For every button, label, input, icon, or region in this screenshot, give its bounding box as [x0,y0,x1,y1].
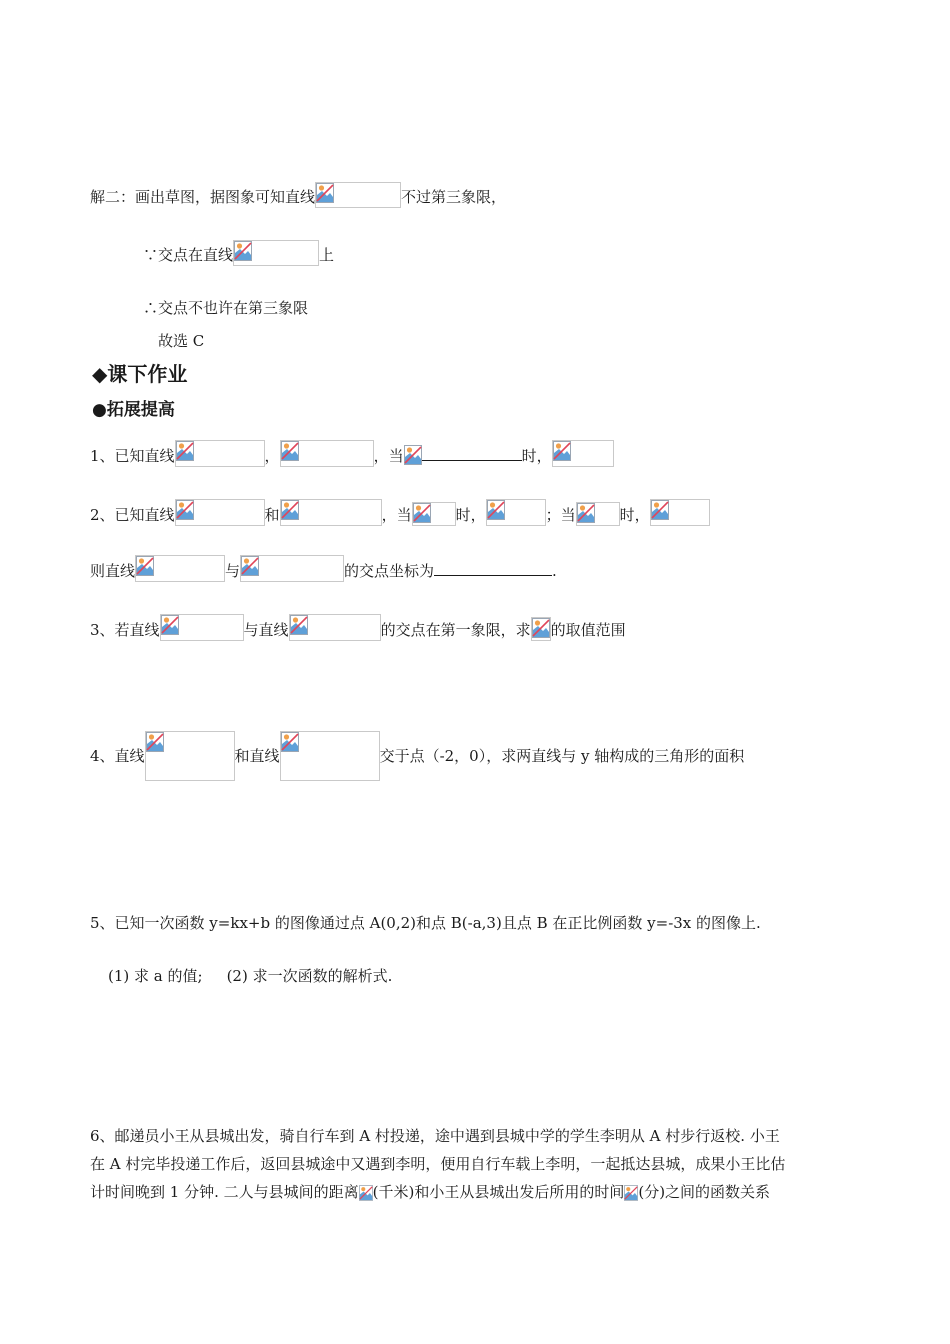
broken-image-icon [234,241,252,261]
broken-image-icon [176,500,194,520]
question-text: ；当 [545,506,576,524]
extend-heading: ●拓展提高 [92,400,175,420]
broken-image-icon [136,556,154,576]
broken-image-icon [404,445,422,465]
broken-image-icon [651,500,669,520]
broken-image-icon [281,500,299,520]
broken-image-icon [176,441,194,461]
formula-image [145,731,235,781]
question-text: 则直线 [90,562,136,580]
formula-image [280,499,382,526]
broken-image-icon [281,732,299,752]
formula-image [135,555,225,582]
solution-line-2 [143,240,334,266]
formula-image [552,440,614,467]
question-text: 时， [521,447,552,465]
question-text: 4、直线 [90,747,145,765]
answer-blank [422,446,522,461]
question-text: 与直线 [243,621,289,639]
subquestion-1: (1) 求 a 的值; [108,967,203,985]
broken-image-icon [241,556,259,576]
question-text: 的取值范围 [550,621,626,639]
question-text: 1、已知直线 [90,447,175,465]
question-4 [90,731,744,781]
broken-image-icon [624,1183,638,1203]
question-5-subparts [108,965,392,987]
formula-image [531,617,551,641]
question-text: ， [264,447,280,465]
question-5: 5、已知一次函数 y=kx+b 的图像通过点 A(0,2)和点 B(-a,3)且点 B 在正比例函数 y=-3x 的图像上. [90,914,761,932]
broken-image-icon [281,441,299,461]
question-text: 的交点在第一象限，求 [380,621,531,639]
solution-line-4: 故选 C [158,332,205,350]
formula-image [576,502,620,526]
question-text: 与 [225,562,241,580]
question-text: . [552,562,557,580]
formula-image [404,445,422,467]
question-2-line-2 [90,555,557,582]
question-text: 和 [264,506,280,524]
question-2 [90,499,710,526]
broken-image-icon [161,615,179,635]
question-text: 交于点（-2，0），求两直线与 y 轴构成的三角形的面积 [379,747,745,765]
question-text: 和直线 [234,747,280,765]
solution-text: ∵交点在直线 [143,246,234,264]
formula-image [160,614,244,641]
homework-heading: ◆课下作业 [92,362,188,386]
broken-image-icon [290,615,308,635]
broken-image-icon [487,500,505,520]
formula-image [280,731,380,781]
question-text: ，当 [373,447,404,465]
question-text: 时， [619,506,650,524]
formula-image [240,555,344,582]
broken-image-icon [413,503,431,523]
broken-image-icon [577,503,595,523]
solution-line-1 [90,182,506,208]
broken-image-icon [532,618,550,638]
question-text: (分)之间的函数关系 [638,1183,771,1201]
broken-image-icon [146,732,164,752]
question-6-line-1: 6、邮递员小王从县城出发，骑自行车到 A 村投递，途中遇到县城中学的学生李明从 A 村步行返校. 小王 [90,1127,780,1145]
question-text: 的交点坐标为 [344,562,435,580]
broken-image-icon [316,183,334,203]
formula-image [315,182,401,208]
question-text: (千米)和小王从县城出发后所用的时间 [372,1183,625,1201]
question-text: ，当 [381,506,412,524]
formula-image [486,499,546,526]
solution-line-3: ∴交点不也许在第三象限 [143,299,309,317]
solution-text: 不过第三象限， [401,188,507,206]
formula-image [175,499,265,526]
broken-image-icon [553,441,571,461]
question-text: 时， [455,506,486,524]
question-6-line-3 [90,1181,770,1203]
solution-text: 上 [319,246,335,264]
formula-image [280,440,374,467]
answer-blank [434,561,552,576]
formula-image [412,502,456,526]
question-1 [90,440,614,467]
question-text: 2、已知直线 [90,506,175,524]
formula-image [650,499,710,526]
formula-image [233,240,319,266]
solution-text: 解二：画出草图，据图象可知直线 [90,188,316,206]
subquestion-2: (2) 求一次函数的解析式. [226,967,393,985]
formula-image [289,614,381,641]
broken-image-icon [359,1183,373,1203]
formula-image [624,1183,638,1203]
formula-image [175,440,265,467]
formula-image [359,1183,373,1203]
question-text: 3、若直线 [90,621,160,639]
question-3 [90,614,626,641]
question-6-line-2: 在 A 村完毕投递工作后，返回县城途中又遇到李明，便用自行车载上李明，一起抵达县城，成果小王比估 [90,1155,786,1173]
question-text: 计时间晚到 1 分钟. 二人与县城间的距离 [90,1183,359,1201]
